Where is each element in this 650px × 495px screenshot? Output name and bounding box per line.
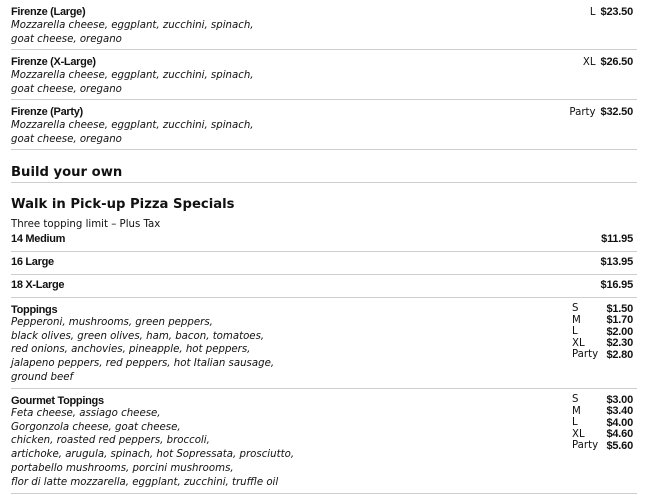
section-title: Build your own [11, 165, 123, 180]
price-table [572, 394, 633, 452]
size-label: M [572, 314, 581, 326]
description-line: artichoke, arugula, spinach, hot Sopressata, prosciutto, [11, 449, 295, 461]
menu-item-gourmet-toppings [11, 389, 637, 494]
special-size-row [11, 229, 637, 252]
price-row [572, 417, 633, 429]
description-line: goat cheese, oregano [11, 133, 122, 145]
description-line: Feta cheese, assiago cheese, [11, 408, 161, 419]
description-line: goat cheese, oregano [11, 83, 122, 95]
description-line: flor di latte mozzarella, eggplant, zucchini, truffle oil [11, 476, 279, 488]
build-your-own-section [11, 150, 637, 183]
item-name: Firenze (Party) [11, 106, 83, 118]
item-name: 14 Medium [11, 233, 66, 245]
price-row [572, 429, 633, 441]
price-table [572, 303, 633, 361]
price-amount: $4.00 [606, 416, 633, 429]
price-amount: $3.00 [606, 393, 633, 406]
price-amount: $23.50 [600, 6, 633, 18]
price-amount: $3.40 [606, 405, 633, 418]
menu-item-toppings [11, 298, 637, 389]
item-description [11, 407, 294, 489]
size-label: L [572, 326, 578, 338]
price-amount: $5.60 [606, 439, 633, 452]
description-line: Pepperoni, mushrooms, green peppers, [11, 317, 213, 328]
item-price [569, 106, 633, 119]
description-line: red onions, anchovies, pineapple, hot peppers, [11, 344, 251, 356]
item-description [11, 119, 254, 146]
description-line: Mozzarella cheese, eggplant, zucchini, spinach, [11, 20, 254, 31]
size-label: L [589, 7, 596, 18]
menu-item-firenze-xlarge [11, 50, 637, 100]
price-row [572, 315, 633, 327]
description-line: portabello mushrooms, porcini mushrooms, [11, 462, 234, 474]
size-label: Party [572, 349, 599, 361]
price-row [572, 303, 633, 315]
price-amount: $1.50 [606, 302, 633, 315]
item-price [583, 56, 633, 69]
item-name: Firenze (Large) [11, 6, 86, 18]
size-label: XL [572, 428, 585, 440]
description-line: goat cheese, oregano [11, 33, 122, 45]
description-line: ground beef [11, 371, 74, 383]
description-line: black olives, green olives, ham, bacon, tomatoes, [11, 330, 265, 342]
price-row [572, 440, 633, 452]
description-line: Gorgonzola cheese, goat cheese, [11, 421, 181, 433]
price-row [572, 338, 633, 350]
price-amount: $2.80 [606, 348, 633, 361]
item-description [11, 316, 274, 385]
menu-list [11, 0, 637, 494]
item-price [590, 6, 633, 19]
price-amount: $32.50 [600, 106, 633, 118]
item-description [11, 19, 254, 46]
menu-item-firenze-large [11, 0, 637, 50]
description-line: Mozzarella cheese, eggplant, zucchini, spinach, [11, 120, 254, 131]
price-amount: $1.70 [606, 314, 633, 327]
price-amount: $16.95 [600, 279, 633, 291]
size-label: L [572, 417, 578, 429]
size-label: Party [569, 107, 596, 118]
section-title: Walk in Pick-up Pizza Specials [11, 197, 235, 212]
price-row [572, 326, 633, 338]
price-amount: $11.95 [601, 233, 633, 245]
size-label: M [572, 405, 581, 417]
item-name: 18 X-Large [11, 279, 65, 291]
price-amount: $26.50 [600, 56, 633, 68]
description-line: chicken, roasted red peppers, broccoli, [11, 435, 210, 447]
item-name: Toppings [11, 304, 58, 316]
price-amount: $2.00 [606, 325, 633, 338]
special-size-row [11, 275, 637, 298]
price-amount: $4.60 [606, 428, 633, 441]
size-label: Party [572, 440, 599, 452]
item-name: Gourmet Toppings [11, 395, 104, 407]
item-name: Firenze (X-Large) [11, 56, 96, 68]
size-label: S [572, 394, 579, 406]
special-size-row [11, 252, 637, 275]
size-label: XL [572, 337, 585, 349]
description-line: Mozzarella cheese, eggplant, zucchini, spinach, [11, 70, 254, 81]
item-name: 16 Large [11, 256, 54, 268]
price-amount: $13.95 [600, 256, 633, 268]
price-row [572, 394, 633, 406]
size-label: XL [582, 57, 596, 68]
item-description [11, 69, 254, 96]
specials-note: Three topping limit – Plus Tax [11, 219, 161, 230]
price-row [572, 406, 633, 418]
price-row [572, 349, 633, 361]
size-label: S [572, 303, 579, 315]
specials-header [11, 183, 637, 229]
menu-item-firenze-party [11, 100, 637, 150]
description-line: jalapeno peppers, red peppers, hot Italian sausage, [11, 358, 275, 370]
price-amount: $2.30 [606, 337, 633, 350]
